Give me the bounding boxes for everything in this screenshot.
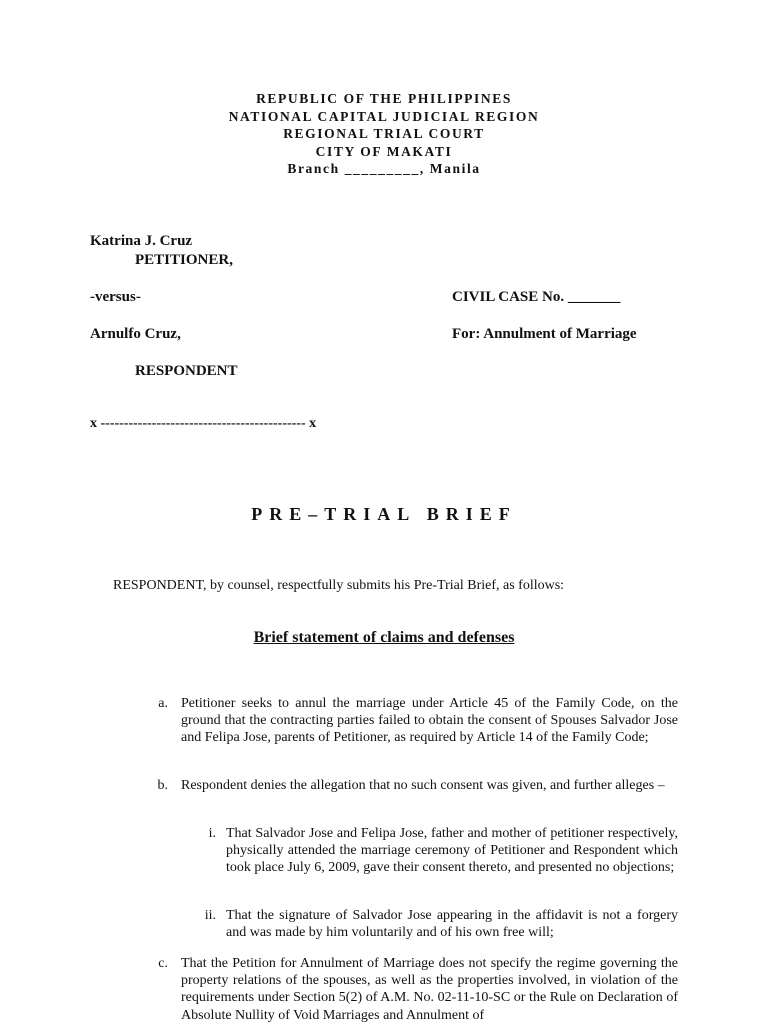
respondent-name: Arnulfo Cruz,: [90, 326, 181, 342]
section-heading: Brief statement of claims and defenses: [253, 629, 515, 646]
item-b-i-marker: i.: [208, 826, 216, 841]
case-subject: For: Annulment of Marriage: [452, 326, 637, 342]
petitioner-name: Katrina J. Cruz: [90, 233, 193, 249]
document-title: PRE–TRIAL BRIEF: [251, 504, 517, 524]
civil-case-number: CIVIL CASE No. _______: [452, 289, 621, 305]
item-b-ii-text: That the signature of Salvador Jose appearing in the affidavit is not a forgery and was made by him voluntarily and of his own free will;: [226, 908, 678, 941]
item-b-marker: b.: [157, 778, 168, 793]
petitioner-label: PETITIONER,: [135, 252, 233, 268]
header-court: REGIONAL TRIAL COURT: [283, 126, 485, 141]
header-judicial-region: NATIONAL CAPITAL JUDICIAL REGION: [228, 108, 540, 124]
item-c-marker: c.: [158, 956, 168, 971]
item-b-text: Respondent denies the allegation that no such consent was given, and further alleges –: [181, 778, 665, 793]
header-city: CITY OF MAKATI: [315, 143, 453, 159]
respondent-label: RESPONDENT: [135, 363, 238, 379]
item-b-ii-marker: ii.: [204, 908, 216, 923]
item-a-marker: a.: [158, 696, 168, 711]
versus-label: -versus-: [90, 289, 141, 305]
item-b-i-text: That Salvador Jose and Felipa Jose, father and mother of petitioner respectively, physically attended the marriage ceremony of Petitioner and Respondent which took place July 6, 2009, gave their consent thereto, and presented no objections;: [226, 826, 678, 876]
intro-paragraph: RESPONDENT, by counsel, respectfully submits his Pre-Trial Brief, as follows:: [113, 578, 565, 593]
header-branch: Branch _________, Manila: [287, 161, 481, 176]
item-c-text: That the Petition for Annulment of Marriage does not specify the regime governing the property relations of the spouses, as well as the properties involved, in violation of the requirements under Section 5(2) of A.M. No. 02-11-10-SC or the Rule on Declaration of Absolute Nullity of Void Marriages and Annulment of: [181, 956, 678, 1023]
header-republic: REPUBLIC OF THE PHILIPPINES: [256, 91, 512, 106]
court-header: [0, 90, 768, 178]
caption-separator: x -------------------------------------------- x: [90, 416, 317, 431]
item-a-text: Petitioner seeks to annul the marriage under Article 45 of the Family Code, on the ground that the contracting parties failed to obtain the consent of Spouses Salvador Jose and Felipa Jose, parents of Petitioner, as required by Article 14 of the Family Code;: [181, 696, 678, 746]
